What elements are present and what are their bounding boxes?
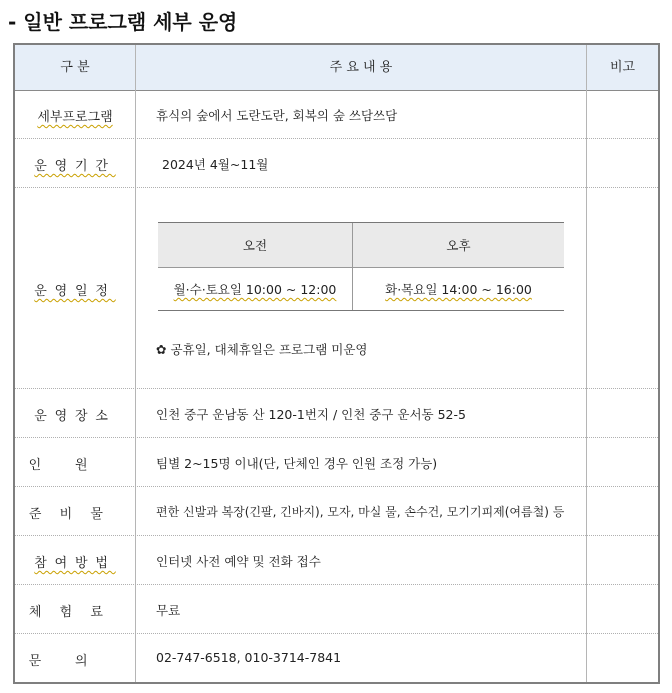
schedule-table — [158, 222, 564, 311]
row-value: 무료 — [156, 603, 181, 618]
table-row — [15, 634, 658, 682]
morning-value: 월·수·토요일 10:00 ~ 12:00 — [173, 282, 337, 297]
schedule-divider — [352, 268, 353, 310]
afternoon-header: 오후 — [446, 238, 471, 253]
row-label: 운영장소 — [34, 409, 116, 424]
row-label: 세부프로그램 — [37, 110, 113, 125]
row-value: 인터넷 사전 예약 및 전화 접수 — [156, 554, 321, 569]
row-value: 편한 신발과 복장(긴팔, 긴바지), 모자, 마실 물, 손수건, 모기기피제(여름철) 등 — [156, 505, 565, 519]
section-title: - 일반 프로그램 세부 운영 — [8, 10, 238, 34]
table-row — [15, 139, 658, 188]
schedule-divider — [352, 223, 353, 267]
table-row — [15, 188, 658, 389]
header-note: 비고 — [609, 60, 636, 75]
row-label: 체험료 — [28, 605, 122, 620]
holiday-note: ✿ 공휴일, 대체휴일은 프로그램 미운영 — [156, 342, 368, 357]
table-row — [15, 438, 658, 487]
header-category: 구 분 — [60, 60, 90, 75]
row-value: 2024년 4월~11월 — [162, 157, 269, 172]
row-value: 휴식의 숲에서 도란도란, 회복의 숲 쓰담쓰담 — [156, 108, 398, 123]
table-header — [15, 45, 658, 91]
row-label: 준비물 — [28, 507, 122, 522]
morning-header: 오전 — [242, 238, 268, 253]
program-table — [13, 43, 660, 684]
row-value: 02-747-6518, 010-3714-7841 — [156, 650, 342, 665]
schedule-header — [158, 223, 564, 268]
row-value: 인천 중구 운남동 산 120-1번지 / 인천 중구 운서동 52-5 — [156, 407, 466, 422]
table-row — [15, 487, 658, 536]
table-row — [15, 536, 658, 585]
header-content: 주 요 내 용 — [329, 60, 393, 75]
row-label: 인원 — [28, 458, 122, 473]
table-row — [15, 585, 658, 634]
row-value: 팀별 2~15명 이내(단, 단체인 경우 인원 조정 가능) — [156, 456, 438, 471]
schedule-body — [158, 268, 564, 310]
row-label: 문의 — [28, 654, 122, 669]
afternoon-value: 화·목요일 14:00 ~ 16:00 — [385, 282, 532, 297]
row-label: 운영일정 — [34, 284, 116, 299]
table-row — [15, 90, 658, 139]
row-label: 운영기간 — [34, 159, 116, 174]
row-label: 참여방법 — [34, 556, 116, 571]
table-row — [15, 389, 658, 438]
